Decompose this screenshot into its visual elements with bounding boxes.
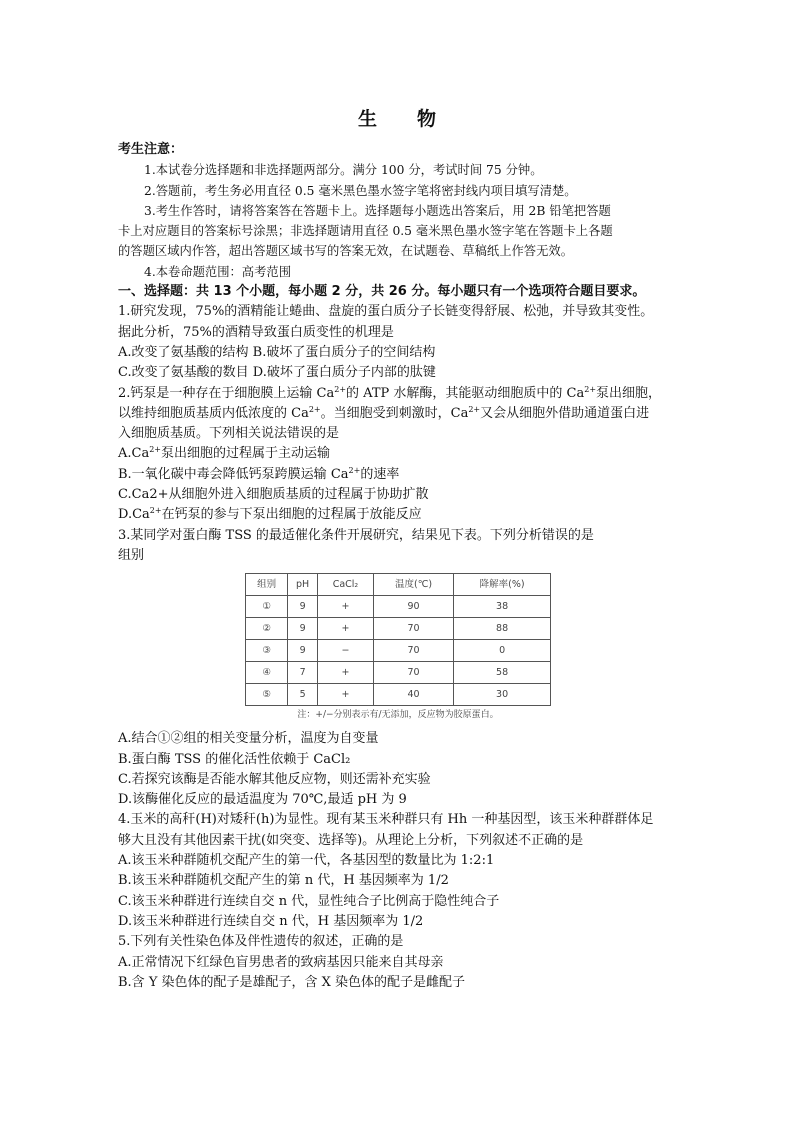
table-cell: 88 bbox=[454, 618, 551, 640]
table-header-cell: CaCl₂ bbox=[318, 574, 374, 596]
q1-options-ab: A.改变了氨基酸的结构 B.破坏了蛋白质分子的空间结构 bbox=[118, 344, 436, 360]
notice-item-2: 2.答题前，考生务必用直径 0.5 毫米黑色墨水签字笔将密封线内项目填写清楚。 bbox=[144, 183, 577, 198]
table-cell: 70 bbox=[373, 662, 453, 684]
q4-option-b: B.该玉米种群随机交配产生的第 n 代，H 基因频率为 1/2 bbox=[118, 873, 449, 889]
q4-stem-line-2: 够大且没有其他因素干扰(如突变、选择等)。从理论上分析，下列叙述不正确的是 bbox=[118, 832, 584, 848]
notice-item-3: 3.考生作答时，请将答案答在答题卡上。选择题每小题选出答案后，用 2B 铅笔把答题 bbox=[144, 203, 611, 218]
q1-stem-line-1: 1.研究发现，75%的酒精能让蜷曲、盘旋的蛋白质分子长链变得舒展、松弛，并导致其变性。 bbox=[118, 304, 654, 320]
q3-options bbox=[118, 729, 684, 993]
q3-table-note: 注：+/−分别表示有/无添加，反应物为胶原蛋白。 bbox=[297, 710, 499, 721]
q3-table-block bbox=[245, 573, 551, 722]
q3-option-a: A.结合①②组的相关变量分析，温度为自变量 bbox=[118, 731, 379, 747]
table-header-cell: 温度(℃) bbox=[373, 574, 453, 596]
table-cell: 9 bbox=[288, 596, 318, 618]
table-cell: 38 bbox=[454, 596, 551, 618]
table-cell: + bbox=[318, 662, 374, 684]
q2-stem-line-3: 入细胞质基质。下列相关说法错误的是 bbox=[118, 426, 340, 442]
notice-item-3-cont-2: 的答题区域内作答，超出答题区域书写的答案无效，在试题卷、草稿纸上作答无效。 bbox=[118, 244, 573, 259]
table-row bbox=[246, 640, 551, 662]
table-cell: ① bbox=[246, 596, 288, 618]
title-char-1: 生 bbox=[357, 108, 377, 130]
q4-stem-line-1: 4.玉米的高秆(H)对矮秆(h)为显性。现有某玉米种群只有 Hh 一种基因型，该玉米种群群体足 bbox=[118, 812, 654, 828]
table-cell: 70 bbox=[373, 640, 453, 662]
q2-stem-line-1: 2.钙泵是一种存在于细胞膜上运输 $Ca^{2+}$的 ATP 水解酶，其能驱动细胞质中的 $Ca^{2+}$泵出细胞， bbox=[118, 384, 662, 401]
table-cell: 0 bbox=[454, 640, 551, 662]
notice-item-3-cont-1: 卡上对应题目的答案标号涂黑；非选择题请用直径 0.5 毫米黑色墨水签字笔在答题卡上各题 bbox=[118, 224, 613, 239]
title-char-2: 物 bbox=[417, 108, 437, 130]
table-row bbox=[246, 596, 551, 618]
table-cell: 9 bbox=[288, 618, 318, 640]
q2-option-d: $D.Ca^{2+}$在钙泵的参与下泵出细胞的过程属于放能反应 bbox=[118, 506, 422, 523]
table-cell: + bbox=[318, 684, 374, 706]
notice-item-1: 1.本试卷分选择题和非选择题两部分。满分 100 分，考试时间 75 分钟。 bbox=[144, 163, 543, 178]
table-row bbox=[246, 684, 551, 706]
q4-option-d: D.该玉米种群进行连续自交 n 代，H 基因频率为 1/2 bbox=[118, 913, 424, 929]
q2-stem-line-2: 以维持细胞质基质内低浓度的 $Ca^{2+}$。当细胞受到刺激时，$Ca^{2+}$又会从细胞外借助通道蛋白进 bbox=[118, 404, 650, 421]
table-cell: 58 bbox=[454, 662, 551, 684]
table-row bbox=[246, 618, 551, 640]
q2-option-c: C.Ca2+从细胞外进入细胞质基质的过程属于协助扩散 bbox=[118, 487, 429, 503]
q4-option-c: C.该玉米种群进行连续自交 n 代，显性纯合子比例高于隐性纯合子 bbox=[118, 893, 500, 909]
table-cell: 90 bbox=[373, 596, 453, 618]
q5-stem: 5.下列有关性染色体及伴性遗传的叙述，正确的是 bbox=[118, 934, 404, 950]
table-cell: ⑤ bbox=[246, 684, 288, 706]
q3-option-d: D.该酶催化反应的最适温度为 70℃,最适 pH 为 9 bbox=[118, 792, 407, 808]
table-header-row bbox=[246, 574, 551, 596]
table-row bbox=[246, 662, 551, 684]
q2-option-b: B.一氧化碳中毒会降低钙泵跨膜运输 $Ca^{2+}$的速率 bbox=[118, 465, 400, 482]
q3-stem: 3.某同学对蛋白酶 TSS 的最适催化条件开展研究，结果见下表。下列分析错误的是 bbox=[118, 527, 594, 543]
table-cell: 7 bbox=[288, 662, 318, 684]
q2-option-a: $A.Ca^{2+}$泵出细胞的过程属于主动运输 bbox=[118, 445, 331, 462]
table-header-cell: 组别 bbox=[246, 574, 288, 596]
table-header-cell: pH bbox=[288, 574, 318, 596]
table-cell: 40 bbox=[373, 684, 453, 706]
table-cell: ④ bbox=[246, 662, 288, 684]
table-cell: 70 bbox=[373, 618, 453, 640]
table-cell: 9 bbox=[288, 640, 318, 662]
exam-content bbox=[118, 140, 684, 993]
notice-item-4: 4.本卷命题范围：高考范围 bbox=[144, 264, 291, 279]
table-cell: + bbox=[318, 618, 374, 640]
q5-option-b: B.含 Y 染色体的配子是雄配子，含 X 染色体的配子是雌配子 bbox=[118, 974, 466, 990]
table-cell: 30 bbox=[454, 684, 551, 706]
table-header-cell: 降解率(%) bbox=[454, 574, 551, 596]
q3-option-b: B.蛋白酶 TSS 的催化活性依赖于 CaCl₂ bbox=[118, 751, 351, 767]
q4-option-a: A.该玉米种群随机交配产生的第一代，各基因型的数量比为 1:2:1 bbox=[118, 853, 495, 869]
table-cell: 5 bbox=[288, 684, 318, 706]
table-cell: ③ bbox=[246, 640, 288, 662]
table-cell: ② bbox=[246, 618, 288, 640]
table-cell: + bbox=[318, 596, 374, 618]
q5-option-a: A.正常情况下红绿色盲男患者的致病基因只能来自其母亲 bbox=[118, 954, 444, 970]
q3-label: 组别 bbox=[118, 547, 145, 563]
section-heading-choice: 一、选择题：共 13 个小题，每小题 2 分，共 26 分。每小题只有一个选项符合题目要求。 bbox=[118, 284, 646, 300]
q1-options-cd: C.改变了氨基酸的数目 D.破坏了蛋白质分子内部的肽键 bbox=[118, 365, 436, 381]
notice-heading: 考生注意： bbox=[118, 142, 184, 157]
page-title bbox=[0, 104, 794, 131]
q3-data-table bbox=[245, 573, 551, 706]
q3-option-c: C.若探究该酶是否能水解其他反应物，则还需补充实验 bbox=[118, 771, 431, 787]
q1-stem-line-2: 据此分析，75%的酒精导致蛋白质变性的机理是 bbox=[118, 324, 394, 340]
table-cell: − bbox=[318, 640, 374, 662]
